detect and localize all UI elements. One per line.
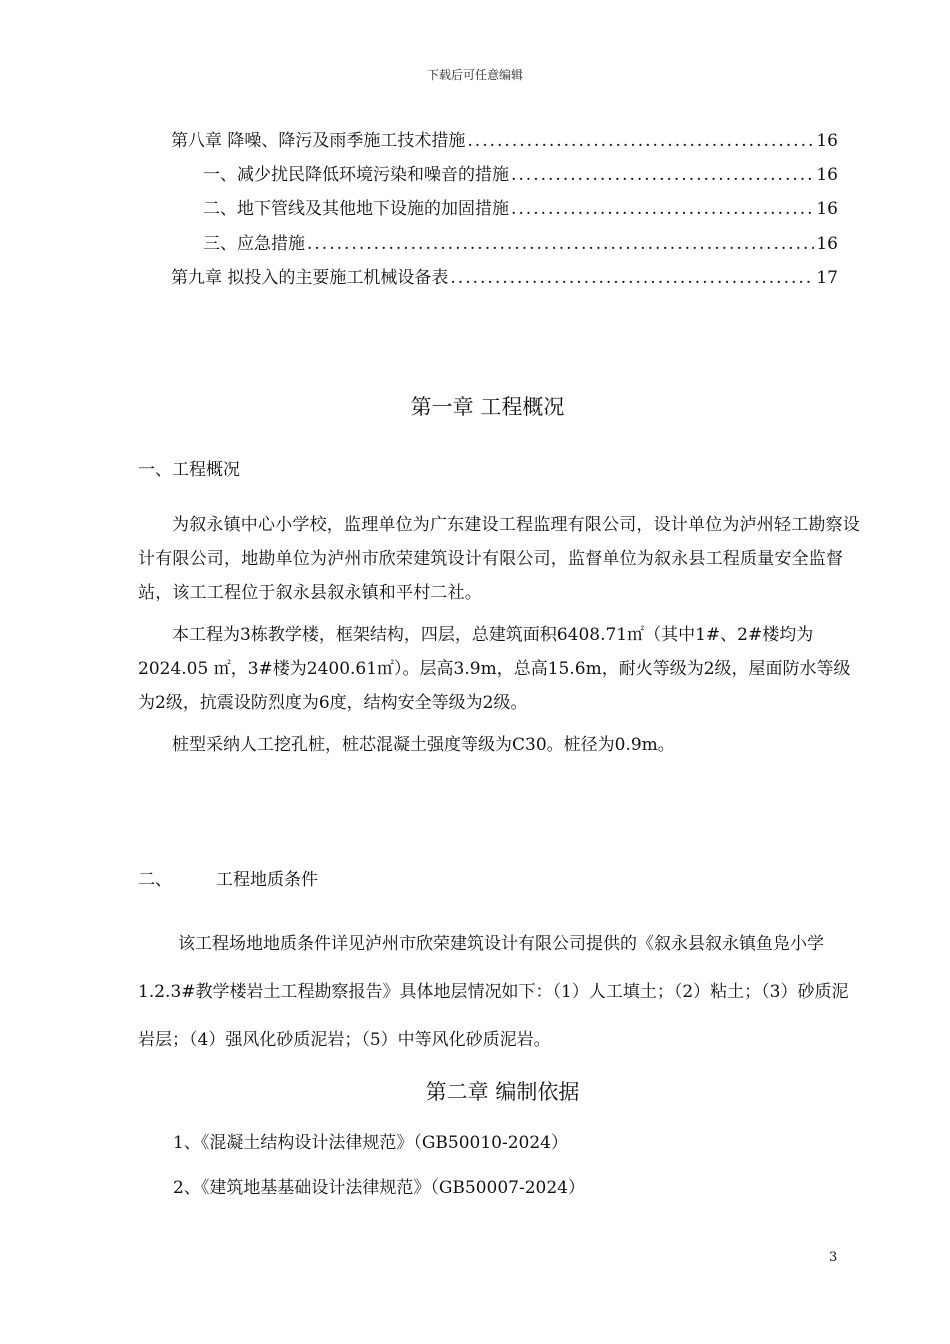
toc-entry[interactable] — [203, 160, 838, 184]
chapter-title: 第一章 工程概况 — [410, 395, 565, 419]
toc-entry-page: 17 — [816, 268, 838, 288]
toc-leader-dots — [511, 165, 814, 185]
toc-entry[interactable] — [171, 263, 838, 287]
toc-entry-title: 第八章 降噪、降污及雨季施工技术措施 — [171, 131, 466, 151]
paragraph: 本工程为3栋教学楼，框架结构，四层，总建筑面积6408.71㎡（其中1#、2#楼均为2024.05 ㎡，3#楼为2400.61㎡）。层高3.9m，总高15.6m，耐火等级为2级，屋面防水等级为2级，抗震设防烈度为6度，结构安全等级为2级。 — [138, 625, 851, 713]
page-header: 下载后可任意编辑 — [426, 68, 523, 82]
list-item: 1、《混凝土结构设计法律规范》（GB50010-2024） — [173, 1133, 568, 1153]
page-number: 3 — [829, 1250, 838, 1265]
paragraph: 该工程场地地质条件详见泸州市欣荣建筑设计有限公司提供的《叙永县叙永镇鱼凫小学1.2.3#教学楼岩土工程勘察报告》具体地层情况如下：（1）人工填土；（2）粘土；（3）砂质泥岩层；（4）强风化砂质泥岩；（5）中等风化砂质泥岩。 — [138, 934, 849, 1050]
section-number: 二、 — [138, 870, 172, 890]
paragraph: 为叙永镇中心小学校，监理单位为广东建设工程监理有限公司，设计单位为泸州轻工勘察设计有限公司，地勘单位为泸州市欣荣建筑设计有限公司，监督单位为叙永县工程质量安全监督站，该工工程位于叙永县叙永镇和平村二社。 — [138, 515, 860, 603]
toc-entry-page: 16 — [816, 131, 838, 151]
chapter-title: 第二章 编制依据 — [425, 1080, 580, 1104]
toc-entry[interactable] — [203, 194, 838, 218]
toc-leader-dots — [467, 131, 814, 151]
toc-entry-title: 一、减少扰民降低环境污染和噪音的措施 — [203, 165, 509, 185]
toc-entry-title: 第九章 拟投入的主要施工机械设备表 — [171, 268, 449, 288]
body-text — [138, 920, 860, 1064]
toc-entry-title: 三、应急措施 — [203, 234, 305, 254]
toc-entry[interactable] — [171, 126, 838, 150]
list-item: 2、《建筑地基基础设计法律规范》（GB50007-2024） — [173, 1178, 585, 1198]
toc-leader-dots — [307, 234, 814, 254]
toc-leader-dots — [450, 268, 814, 288]
toc-entry-title: 二、地下管线及其他地下设施的加固措施 — [203, 199, 509, 219]
toc-entry-page: 16 — [816, 165, 838, 185]
section-heading: 一、工程概况 — [138, 460, 240, 480]
section-heading — [138, 865, 318, 890]
body-text — [138, 508, 860, 762]
section-title: 工程地质条件 — [216, 870, 318, 890]
toc-entry[interactable] — [203, 229, 838, 253]
toc-leader-dots — [511, 199, 814, 219]
paragraph: 桩型采纳人工挖孔桩，桩芯混凝土强度等级为C30。桩径为0.9m。 — [172, 735, 675, 755]
toc-entry-page: 16 — [816, 234, 838, 254]
toc-entry-page: 16 — [816, 199, 838, 219]
